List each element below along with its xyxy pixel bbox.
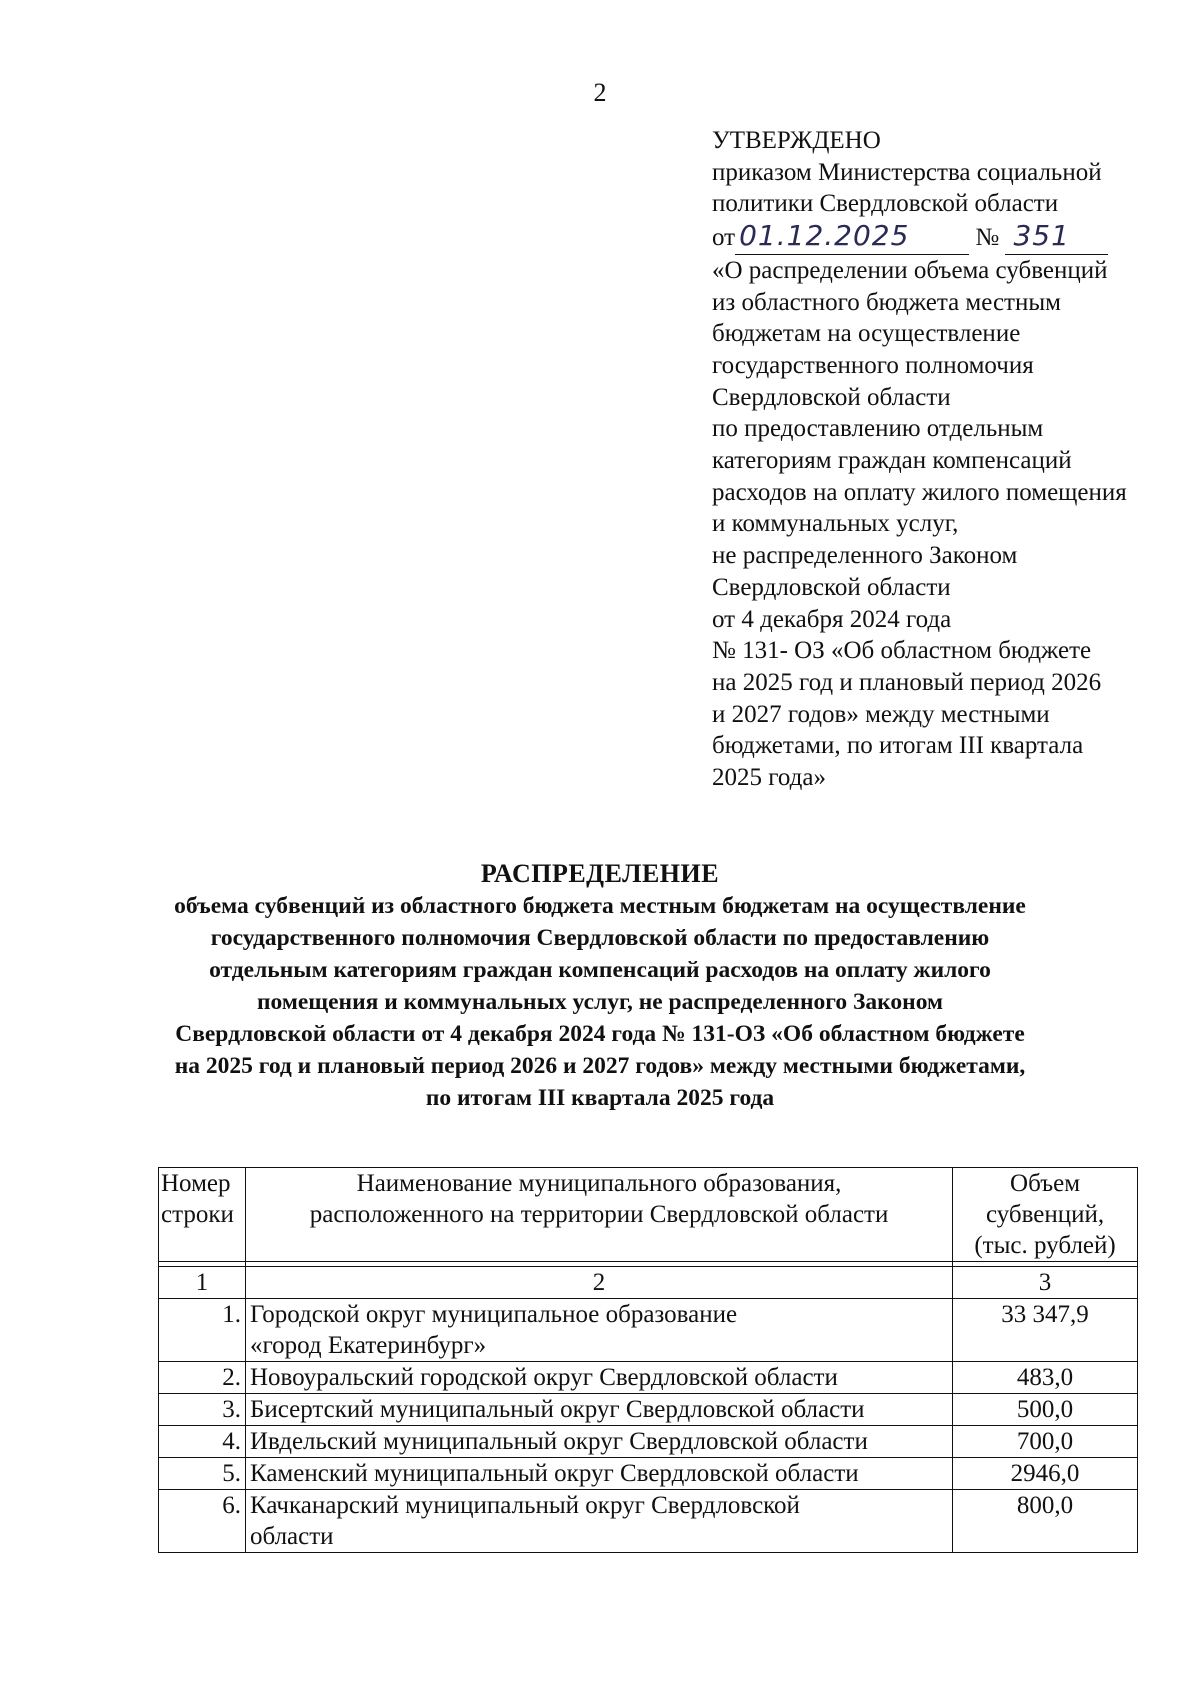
table-row: [159, 1426, 1138, 1458]
approval-subject-line: государственного полномочия: [712, 351, 1034, 379]
page-number: 2: [593, 78, 607, 107]
subvention-amount: 33 347,9: [953, 1299, 1138, 1362]
subvention-amount: 800,0: [953, 1490, 1138, 1553]
document-subtitle: [0, 890, 1200, 1114]
municipality-name: [245, 1490, 952, 1553]
municipality-name: [245, 1362, 952, 1394]
approval-subject-line: № 131- ОЗ «Об областном бюджете: [712, 637, 1092, 665]
column-number: 1: [159, 1267, 246, 1299]
table-header-row: [159, 1168, 1138, 1262]
approval-line-1: приказом Министерства социальной: [712, 158, 1102, 186]
subvention-amount: 500,0: [953, 1394, 1138, 1426]
approval-subject-line: Свердловской области: [712, 573, 951, 601]
approval-subject-line: и коммунальных услуг,: [712, 510, 959, 538]
handwritten-number-field: [1005, 220, 1108, 255]
column-number-row: [159, 1267, 1138, 1299]
header-municipality-name: Наименование муниципального образования, расположенного на территории Свердловской области: [245, 1168, 952, 1262]
from-label: от: [712, 224, 736, 252]
municipality-name-line: Бисертский муниципальный округ Свердловской области: [249, 1396, 865, 1423]
approval-subject-line: бюджетам на осуществление: [712, 320, 1021, 348]
municipality-name: [245, 1458, 952, 1490]
header-row-number: Номер строки: [159, 1168, 246, 1262]
subtitle-line: на 2025 год и плановый период 2026 и 2027 годов» между местными бюджетами,: [174, 1053, 1026, 1079]
approval-subject-line: расходов на оплату жилого помещения: [712, 478, 1127, 506]
subtitle-line: помещения и коммунальных услуг, не распределенного Законом: [257, 989, 943, 1015]
table-row: [159, 1362, 1138, 1394]
handwritten-number: 351: [1013, 219, 1070, 253]
approval-subject-line: 2025 года»: [712, 764, 826, 792]
row-number: 6.: [159, 1490, 246, 1553]
municipality-name-line: Каменский муниципальный округ Свердловской области: [249, 1460, 859, 1487]
row-number: 5.: [159, 1458, 246, 1490]
subvention-amount: 2946,0: [953, 1458, 1138, 1490]
municipality-name-line: Качканарский муниципальный округ Свердловской: [249, 1492, 800, 1519]
handwritten-date: 01.12.2025: [739, 219, 910, 253]
approval-date-line: [712, 220, 1182, 255]
approval-subject-line: от 4 декабря 2024 года: [712, 605, 952, 633]
subvention-amount: 700,0: [953, 1426, 1138, 1458]
municipality-name: [245, 1394, 952, 1426]
column-number: 2: [245, 1267, 952, 1299]
approval-subject: [712, 255, 1182, 794]
subtitle-line: государственного полномочия Свердловской области по предоставлению: [210, 925, 990, 951]
subvention-amount: 483,0: [953, 1362, 1138, 1394]
approval-subject-line: категориям граждан компенсаций: [712, 447, 1072, 475]
approval-subject-line: и 2027 годов» между местными: [712, 700, 1050, 728]
subtitle-line: объема субвенций из областного бюджета местным бюджетам на осуществление: [174, 893, 1026, 919]
approval-subject-line: по предоставлению отдельным: [712, 415, 1044, 443]
document-title: РАСПРЕДЕЛЕНИЕ: [480, 859, 720, 888]
column-number: 3: [953, 1267, 1138, 1299]
table-row: [159, 1299, 1138, 1362]
municipality-name-line: Городской округ муниципальное образование: [249, 1301, 738, 1328]
approval-subject-line: Свердловской области: [712, 383, 951, 411]
row-number: 4.: [159, 1426, 246, 1458]
table-row: [159, 1490, 1138, 1553]
approval-subject-line: не распределенного Законом: [712, 542, 1018, 570]
approval-stamp-block: [712, 125, 1182, 794]
row-number: 2.: [159, 1362, 246, 1394]
subtitle-line: Свердловской области от 4 декабря 2024 года № 131-ОЗ «Об областном бюджете: [175, 1021, 1025, 1047]
approval-line-2: политики Свердловской области: [712, 190, 1059, 218]
subtitle-line: по итогам III квартала 2025 года: [425, 1085, 775, 1111]
table-row: [159, 1394, 1138, 1426]
row-number: 1.: [159, 1299, 246, 1362]
row-number: 3.: [159, 1394, 246, 1426]
approval-subject-line: на 2025 год и плановый период 2026: [712, 668, 1102, 696]
approval-subject-line: бюджетами, по итогам III квартала: [712, 732, 1084, 760]
table-row: [159, 1458, 1138, 1490]
subtitle-line: отдельным категориям граждан компенсаций расходов на оплату жилого: [209, 957, 991, 983]
distribution-table: [158, 1167, 1138, 1553]
approval-subject-line: «О распределении объема субвенций: [712, 256, 1108, 284]
header-subvention-amount: Объем субвенций, (тыс. рублей): [953, 1168, 1138, 1262]
handwritten-date-field: [735, 220, 969, 255]
document-heading: [0, 858, 1200, 1114]
municipality-name-line: Ивдельский муниципальный округ Свердловской области: [249, 1428, 868, 1455]
approval-title: УТВЕРЖДЕНО: [712, 127, 881, 154]
municipality-name-line: Новоуральский городской округ Свердловской области: [249, 1364, 838, 1391]
municipality-name-line: «город Екатеринбург»: [249, 1332, 487, 1359]
municipality-name-line: области: [249, 1523, 334, 1550]
municipality-name: [245, 1299, 952, 1362]
approval-subject-line: из областного бюджета местным: [712, 288, 1061, 316]
municipality-name: [245, 1426, 952, 1458]
number-label: №: [975, 224, 1000, 252]
